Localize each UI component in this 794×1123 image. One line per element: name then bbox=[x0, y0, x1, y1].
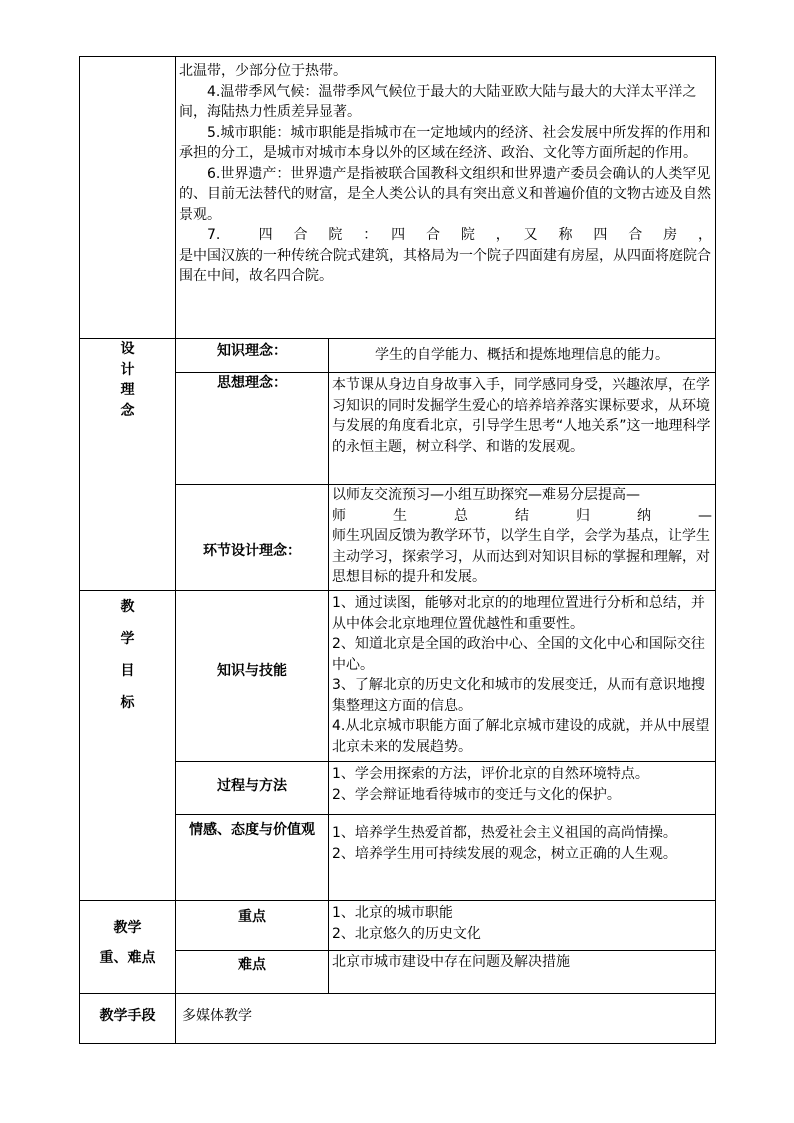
objective-content-text: 1、培养学生热爱首都，热爱社会主义祖国的高尚情操。 bbox=[332, 825, 677, 841]
definitions-row bbox=[80, 57, 716, 339]
objective-label-process: 过程与方法 bbox=[176, 762, 329, 815]
design-content-thought bbox=[329, 373, 716, 485]
objectives-header-char: 学 bbox=[120, 631, 135, 647]
design-content-text: 以师友交流预习—小组互助探究—难易分层提高— bbox=[332, 487, 640, 503]
lesson-plan-table bbox=[79, 56, 716, 1044]
keypoint-label-key: 重点 bbox=[176, 901, 329, 951]
objective-content-text: 2、培养学生用可持续发展的观念，树立正确的人生观。 bbox=[332, 845, 677, 862]
objective-row-process bbox=[80, 762, 716, 815]
definition-text: 4.温带季风气候：温带季风气候位于最大的大陆亚欧大陆与最大的大洋太平洋之间，海陆热力性质差异显著。 bbox=[179, 83, 697, 120]
objectives-header bbox=[80, 591, 176, 901]
design-header-char: 理 bbox=[120, 382, 135, 398]
design-content-text: 本节课从身边自身故事入手，同学感同身受，兴趣浓厚，在学习知识的同时发掘学生爱心的培养培养落实课标要求，从环境与发展的角度看北京，引导学生思考“人地关系”这一地理科学的永恒主题，树立科学、和谐的发展观。 bbox=[332, 377, 711, 455]
definition-text: 6.世界遗产：世界遗产是指被联合国教科文组织和世界遗产委员会确认的人类罕见的、目前无法替代的财富，是全人类公认的具有突出意义和普遍价值的文物古迹及自然景观。 bbox=[179, 165, 711, 223]
means-label: 教学手段 bbox=[80, 994, 176, 1044]
objective-content-process bbox=[329, 762, 716, 815]
design-content-text: 师生巩固反馈为教学环节，以学生自学，会学为基点，让学生主动学习，探索学习，从而达到对知识目标的掌握和理解，对思想目标的提升和发展。 bbox=[332, 528, 710, 585]
design-header-char: 念 bbox=[120, 402, 135, 419]
objective-content-emotion bbox=[329, 815, 716, 901]
design-row-thought bbox=[80, 373, 716, 485]
objective-content-text: 4.从北京城市职能方面了解北京城市建设的成就，并从中展望北京未来的发展趋势。 bbox=[332, 718, 710, 755]
objective-content-text: 1、学会用探索的方法，评价北京的自然环境特点。 bbox=[332, 766, 649, 782]
design-label-knowledge: 知识理念： bbox=[176, 339, 329, 373]
definition-text: 5.城市职能：城市职能是指城市在一定地域内的经济、社会发展中所发挥的作用和承担的分工，是城市对城市本身以外的区域在经济、政治、文化等方面所起的作用。 bbox=[179, 124, 711, 161]
keypoints-header bbox=[80, 901, 176, 994]
keypoint-content-text: 1、北京的城市职能 bbox=[332, 905, 453, 921]
objectives-header-char: 目 bbox=[120, 663, 135, 679]
design-content-text: 师 生 总 结 归 纳 — bbox=[332, 507, 713, 524]
keypoints-header-line: 教学 bbox=[113, 920, 142, 936]
design-content-knowledge bbox=[329, 339, 716, 373]
objective-label-knowledge: 知识与技能 bbox=[176, 591, 329, 762]
design-content-process bbox=[329, 485, 716, 591]
objective-row-knowledge bbox=[80, 591, 716, 762]
keypoint-content-difficult bbox=[329, 951, 716, 994]
objectives-header-char: 教 bbox=[120, 599, 135, 615]
objective-label-emotion: 情感、态度与价值观 bbox=[176, 815, 329, 901]
design-row-process bbox=[80, 485, 716, 591]
keypoint-content-text: 北京市城市建设中存在问题及解决措施 bbox=[332, 954, 570, 970]
design-header-char: 计 bbox=[120, 361, 135, 378]
design-label-thought: 思想理念： bbox=[176, 373, 329, 485]
objectives-header-char: 标 bbox=[120, 695, 135, 711]
design-header-char: 设 bbox=[120, 341, 135, 357]
objective-content-text: 2、学会辩证地看待城市的变迁与文化的保护。 bbox=[332, 786, 621, 803]
keypoint-label-difficult: 难点 bbox=[176, 951, 329, 994]
design-row-knowledge bbox=[80, 339, 716, 373]
objective-content-text: 3、了解北京的历史文化和城市的发展变迁，从而有意识地搜集整理这方面的信息。 bbox=[332, 677, 705, 714]
keypoint-content-key bbox=[329, 901, 716, 951]
keypoint-row-difficult bbox=[80, 951, 716, 994]
definitions-empty-cell bbox=[80, 57, 176, 339]
design-content-text: 学生的自学能力、概括和提炼地理信息的能力。 bbox=[375, 347, 669, 364]
design-label-process: 环节设计理念： bbox=[176, 485, 329, 591]
definition-text: 是中国汉族的一种传统合院式建筑，其格局为一个院子四面建有房屋，从四面将庭院合围在中间，故名四合院。 bbox=[179, 247, 711, 284]
keypoint-content-text: 2、北京悠久的历史文化 bbox=[332, 925, 481, 942]
objective-content-text: 1、通过读图，能够对北京的的地理位置进行分析和总结，并从中体会北京地理位置优越性和重要性。 bbox=[332, 595, 705, 632]
means-content: 多媒体教学 bbox=[176, 994, 716, 1044]
objective-row-emotion bbox=[80, 815, 716, 901]
objective-content-knowledge bbox=[329, 591, 716, 762]
means-row bbox=[80, 994, 716, 1044]
keypoint-row-key bbox=[80, 901, 716, 951]
definition-text: 7. 四 合 院 ： 四 合 院 ， 又 称 四 合 房 ， bbox=[207, 227, 713, 243]
design-header bbox=[80, 339, 176, 591]
keypoints-header-line: 重、难点 bbox=[99, 950, 156, 966]
objective-content-text: 2、知道北京是全国的政治中心、全国的文化中心和国际交往中心。 bbox=[332, 636, 705, 673]
definitions-cell bbox=[176, 57, 716, 339]
definition-text: 北温带，少部分位于热带。 bbox=[179, 63, 347, 79]
